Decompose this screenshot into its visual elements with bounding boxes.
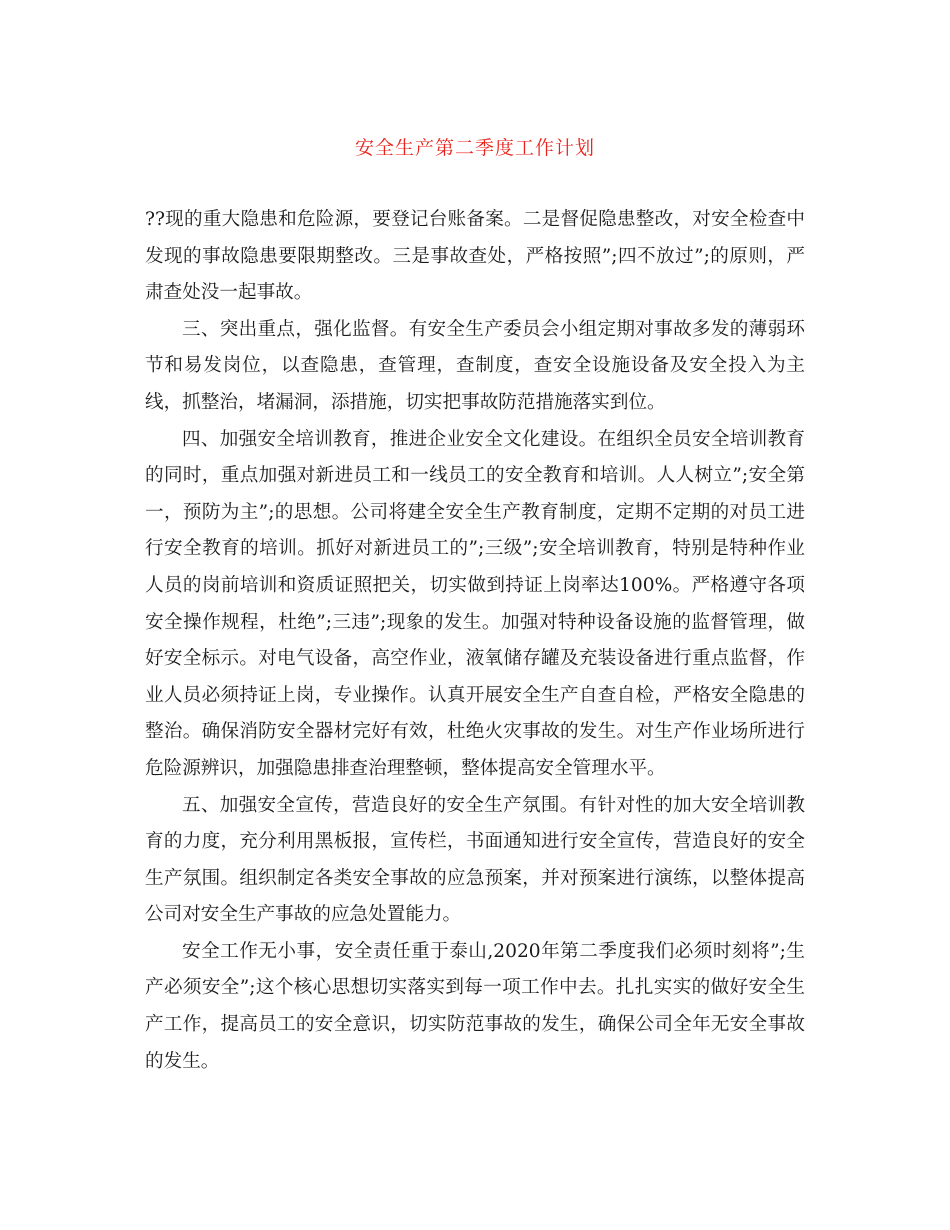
- paragraph-section-three: 三、突出重点，强化监督。有安全生产委员会小组定期对事故多发的薄弱环节和易发岗位，以查隐患，查管理，查制度，查安全设施设备及安全投入为主线，抓整治，堵漏洞，添措施，切实把事故防范措施落实到位。: [145, 318, 805, 413]
- paragraph-section-five: 五、加强安全宣传，营造良好的安全生产氛围。有针对性的加大安全培训教育的力度，充分利用黑板报，宣传栏，书面通知进行安全宣传，营造良好的安全生产氛围。组织制定各类安全事故的应急预案，并对预案进行演练，以整体提高公司对安全生产事故的应急处置能力。: [145, 794, 805, 926]
- document-body: [145, 202, 805, 1080]
- document-title: 安全生产第二季度工作计划: [354, 137, 595, 159]
- paragraph-continuation: ??现的重大隐患和危险源，要登记台账备案。二是督促隐患整改，对安全检查中发现的事故隐患要限期整改。三是事故查处，严格按照”;四不放过”;的原则，严肃查处没一起事故。: [145, 209, 805, 304]
- paragraph-conclusion: 安全工作无小事，安全责任重于泰山,2020年第二季度我们必须时刻将”;生产必须安全”;这个核心思想切实落实到每一项工作中去。扎扎实实的做好安全生产工作，提高员工的安全意识，切实防范事故的发生，确保公司全年无安全事故的发生。: [145, 940, 805, 1072]
- paragraph-section-four: 四、加强安全培训教育，推进企业安全文化建设。在组织全员安全培训教育的同时，重点加强对新进员工和一线员工的安全教育和培训。人人树立”;安全第一，预防为主”;的思想。公司将建全安全生产教育制度，定期不定期的对员工进行安全教育的培训。抓好对新进员工的”;三级”;安全培训教育，特别是特种作业人员的岗前培训和资质证照把关，切实做到持证上岗率达100%。严格遵守各项安全操作规程，杜绝”;三违”;现象的发生。加强对特种设备设施的监督管理，做好安全标示。对电气设备，高空作业，液氧储存罐及充装设备进行重点监督，作业人员必须持证上岗，专业操作。认真开展安全生产自查自检，严格安全隐患的整治。确保消防安全器材完好有效，杜绝火灾事故的发生。对生产作业场所进行危险源辨识，加强隐患排查治理整顿，整体提高安全管理水平。: [145, 428, 805, 779]
